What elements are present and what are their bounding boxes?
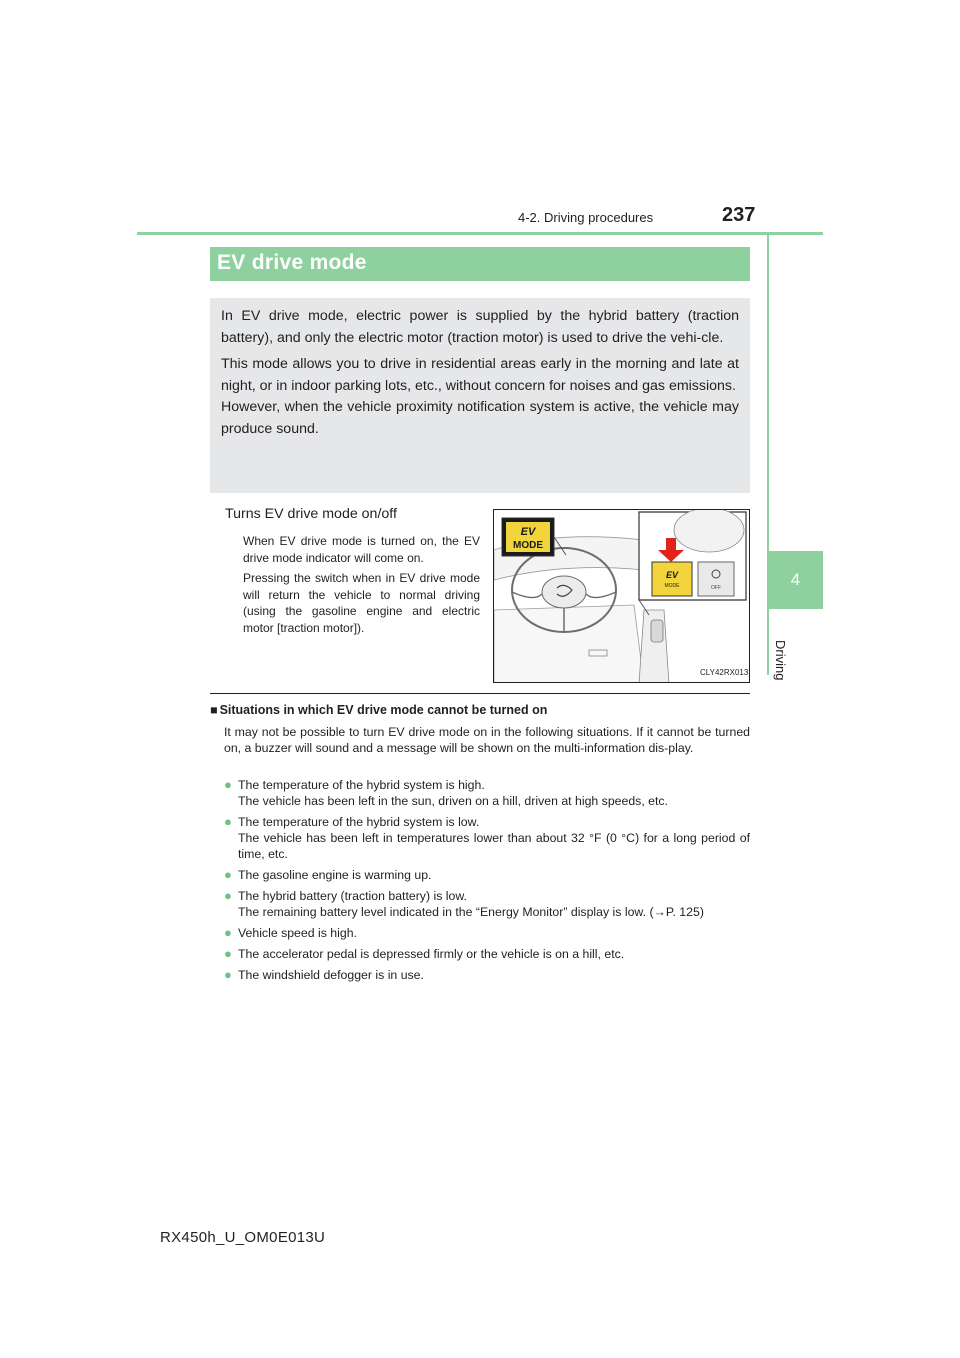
situations-heading <box>210 703 547 717</box>
switch-desc-2: Pressing the switch when in EV drive mode will return the vehicle to normal driving (using the gasoline engine and electric motor [traction motor]). <box>243 571 480 635</box>
button2-off-text: OFF <box>711 585 721 591</box>
intro-paragraph-2: This mode allows you to drive in residential areas early in the morning and late at night, or in indoor parking lots, etc., without concern for noises and gas emissions. <box>221 356 739 394</box>
intro-box <box>210 298 750 493</box>
illustration-code: CLY42RX013 <box>700 668 749 677</box>
page-number: 237 <box>722 204 756 226</box>
section-title: EV drive mode <box>217 251 367 274</box>
list-item <box>224 814 750 863</box>
document-code: RX450h_U_OM0E013U <box>160 1229 326 1246</box>
header-rule <box>137 232 823 235</box>
list-item-line2: The vehicle has been left in temperatures lower than about 32 °F (0 °C) for a long period of time, etc. <box>238 831 750 862</box>
section-rule <box>210 693 750 694</box>
list-item-line1: The temperature of the hybrid system is low. <box>238 815 480 829</box>
intro-paragraph-1: In EV drive mode, electric power is supplied by the hybrid battery (traction battery), and only the electric motor (traction motor) is used to drive the vehi-cle. <box>221 308 739 346</box>
list-item-line2: The vehicle has been left in the sun, driven on a hill, driven at high speeds, etc. <box>238 794 668 809</box>
bullet-icon: ● <box>224 888 232 903</box>
list-item <box>224 888 750 920</box>
list-item-line2: The remaining battery level indicated in the “Energy Monitor” display is low. (→P. 125) <box>238 905 704 920</box>
list-item-line1: The accelerator pedal is depressed firmly or the vehicle is on a hill, etc. <box>238 947 625 961</box>
bullet-icon: ● <box>224 814 232 829</box>
list-item-line1: The temperature of the hybrid system is high. <box>238 778 485 792</box>
list-item-line1: Vehicle speed is high. <box>238 926 357 940</box>
bullet-icon: ● <box>224 867 232 882</box>
list-item-line1: The hybrid battery (traction battery) is low. <box>238 889 467 903</box>
intro-paragraph-3: However, when the vehicle proximity notification system is active, the vehicle may produce sound. <box>221 399 739 437</box>
section-title-bar <box>210 247 750 281</box>
bullet-icon: ● <box>224 967 232 982</box>
indicator-mode-text: MODE <box>513 540 543 551</box>
bullet-icon: ● <box>224 946 232 961</box>
list-item <box>224 967 750 983</box>
chapter-tab: 4 <box>768 551 823 609</box>
list-item <box>224 777 750 809</box>
chapter-label: Driving <box>773 640 788 681</box>
indicator-ev-text: EV <box>520 526 536 538</box>
running-header-section: 4-2. Driving procedures <box>518 210 654 225</box>
switch-desc-1: When EV drive mode is turned on, the EV drive mode indicator will come on. <box>243 534 480 565</box>
ev-switch-illustration <box>493 509 750 683</box>
list-item-line1: The windshield defogger is in use. <box>238 968 424 982</box>
situations-heading-text: Situations in which EV drive mode cannot be turned on <box>219 703 548 717</box>
button-mode-text: MODE <box>664 583 680 589</box>
heading-square-icon: ■ <box>210 703 218 717</box>
side-tab-line <box>767 235 769 675</box>
dashboard-drawing <box>494 510 750 683</box>
list-item <box>224 946 750 962</box>
list-item <box>224 867 750 883</box>
list-item-line1: The gasoline engine is warming up. <box>238 868 432 882</box>
switch-description <box>243 533 480 636</box>
bullet-icon: ● <box>224 777 232 792</box>
bullet-icon: ● <box>224 925 232 940</box>
situations-intro: It may not be possible to turn EV drive mode on in the following situations. If it cannot be turned on, a buzzer will sound and a message will be shown on the multi-information dis-play. <box>224 725 750 756</box>
switch-zoom-inset <box>639 510 746 615</box>
switch-title: Turns EV drive mode on/off <box>225 506 397 522</box>
list-item <box>224 925 750 941</box>
button-ev-text: EV <box>665 570 679 580</box>
